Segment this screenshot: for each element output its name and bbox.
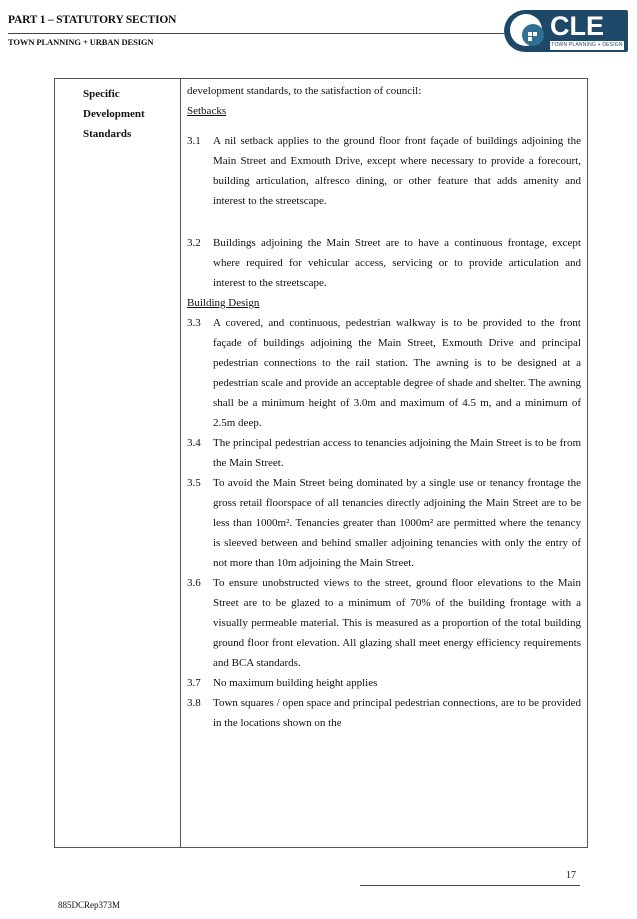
cle-logo xyxy=(504,10,628,52)
clause-item xyxy=(187,473,581,573)
clause-item xyxy=(187,313,581,433)
clause-text: The principal pedestrian access to tenancies adjoining the Main Street is to be from the Main Street. xyxy=(213,437,581,469)
clause-text: Buildings adjoining the Main Street are to have a continuous frontage, except where required for vehicular access, servicing or to provide articulation and interest to the streetscape. xyxy=(213,237,581,289)
clause-number: 3.6 xyxy=(187,577,201,589)
clause-text: A covered, and continuous, pedestrian walkway is to be provided to the front façade of buildings adjoining the Main Street, Exmouth Drive and principal pedestrian connections to the rail station. The awning is to be designed at a pedestrian scale and provide an acceptable degree of shade and shelter. The awning shall be a minimum height of 3.0m and maximum of 4.5 m, and a minimum of 2.5m deep. xyxy=(213,317,581,429)
clause-number: 3.5 xyxy=(187,477,201,489)
heading-building-design: Building Design xyxy=(187,297,260,309)
clause-text: To avoid the Main Street being dominated by a single use or tenancy frontage the gross retail floorspace of all tenancies directly adjoining the Main Street are to be less than 1000m². Tenancies greater than 1000m² are permitted where the tenancy is sleeved between and behind smaller adjoining tenancies with only the entry of not more than 10m adjoining the Main Street. xyxy=(213,477,581,569)
row-label-line: Development xyxy=(83,108,145,120)
table-column-divider xyxy=(180,78,181,848)
clause-number: 3.4 xyxy=(187,437,201,449)
clause-item xyxy=(187,693,581,733)
section-subtitle: TOWN PLANNING + URBAN DESIGN xyxy=(8,37,154,47)
clause-item xyxy=(187,673,581,693)
heading-setbacks: Setbacks xyxy=(187,105,227,117)
logo-text: CLE xyxy=(550,11,604,41)
clause-item xyxy=(187,131,581,211)
clause-number: 3.8 xyxy=(187,697,201,709)
row-label xyxy=(83,84,145,144)
logo-tagline: TOWN PLANNING + DESIGN xyxy=(551,42,623,48)
row-label-line: Specific xyxy=(83,88,120,100)
clause-item xyxy=(187,433,581,473)
clause-number: 3.3 xyxy=(187,317,201,329)
clause-item xyxy=(187,573,581,673)
clause-number: 3.7 xyxy=(187,677,201,689)
clause-text: Town squares / open space and principal pedestrian connections, are to be provided in the locations shown on the xyxy=(213,697,581,729)
logo-emblem-icon xyxy=(510,14,542,46)
part-title: PART 1 – STATUTORY SECTION xyxy=(8,14,177,26)
clause-number: 3.1 xyxy=(187,135,201,147)
clause-text: To ensure unobstructed views to the street, ground floor elevations to the Main Street are to be glazed to a minimum of 70% of the building frontage with a visually permeable material. This is measured as a proportion of the total building ground floor front elevation. All glazing shall meet energy efficiency requirements and BCA standards. xyxy=(213,577,581,669)
row-label-line: Standards xyxy=(83,128,132,140)
standards-content xyxy=(187,81,581,733)
footer-rule xyxy=(360,885,580,886)
clause-text: No maximum building height applies xyxy=(213,677,378,689)
page-number: 17 xyxy=(566,870,576,881)
intro-text: development standards, to the satisfaction of council: xyxy=(187,85,422,97)
clause-text: A nil setback applies to the ground floor front façade of buildings adjoining the Main Street and Exmouth Drive, except where necessary to provide a forecourt, building articulation, alfresco dining, or other feature that adds amenity and interest to the streetscape. xyxy=(213,135,581,207)
document-reference: 885DCRep373M xyxy=(58,900,121,910)
clause-item xyxy=(187,233,581,293)
header-rule xyxy=(8,33,504,34)
clause-number: 3.2 xyxy=(187,237,201,249)
